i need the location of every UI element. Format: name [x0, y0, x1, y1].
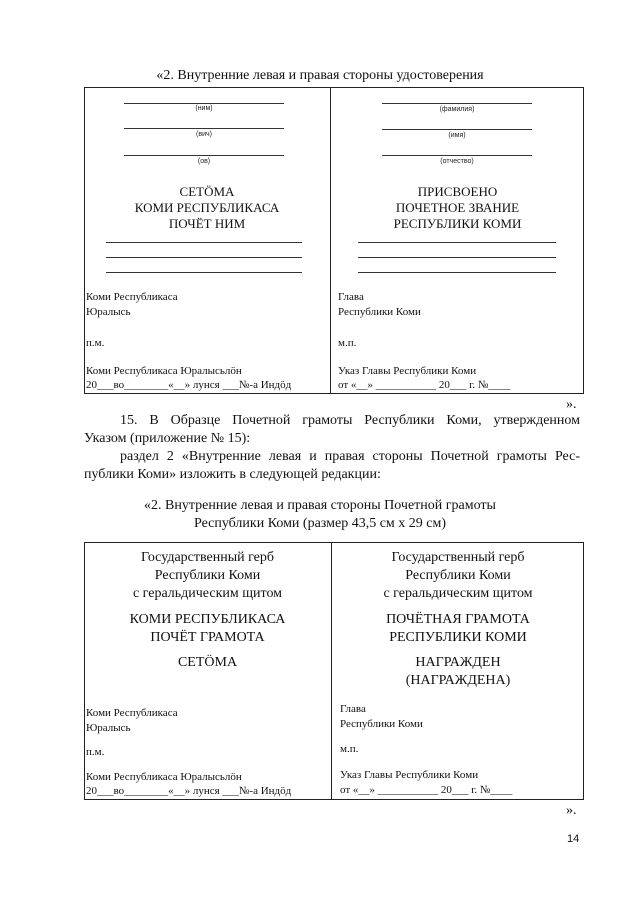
- seal-mark: м.п.: [340, 743, 359, 755]
- seal-mark: п.м.: [86, 746, 105, 758]
- paragraph-line: Указом (приложение № 15):: [84, 431, 251, 446]
- page-number: 14: [567, 833, 580, 845]
- signatory-title: Коми Республикаса: [86, 291, 178, 303]
- paragraph-line: 15. В Образце Почетной грамоты Республики Коми, утвержденном: [120, 413, 580, 428]
- decree-title: Коми Республикаса Юралысьлöн: [86, 365, 242, 377]
- cert-left-title: [84, 184, 330, 232]
- decree-date-line: от «__» ___________ 20___ г. №____: [340, 784, 513, 796]
- section-heading: «2. Внутренние левая и правая стороны Почетной грамоты: [144, 498, 496, 513]
- signatory-title: Коми Республикаса: [86, 707, 178, 719]
- blank-line: [358, 272, 556, 273]
- name-caption: (ним): [195, 105, 213, 112]
- emblem-line: Государственный герб: [391, 550, 525, 565]
- emblem-line: Республики Коми: [405, 568, 511, 583]
- emblem-line: с геральдическим щитом: [132, 586, 283, 601]
- emblem-placeholder: [332, 549, 584, 603]
- emblem-placeholder: [84, 549, 331, 603]
- diploma-left-subtitle: СЕТÖМА: [177, 655, 238, 670]
- paragraph-line: публики Коми» изложить в следующей редакции:: [84, 467, 381, 482]
- signatory-title: Глава: [340, 703, 366, 715]
- signatory-title: Республики Коми: [338, 306, 421, 318]
- award-line: НАГРАЖДЕН: [415, 655, 501, 670]
- diploma-left-title: [84, 611, 331, 647]
- cert-right-title-line: ПРИСВОЕНО: [417, 184, 498, 199]
- diploma-title-line: КОМИ РЕСПУБЛИКАСА: [129, 612, 286, 627]
- diploma-right-subtitle: [332, 654, 584, 690]
- decree-title: Указ Главы Республики Коми: [340, 769, 479, 781]
- blank-line: [106, 272, 302, 273]
- cert-right-title-line: РЕСПУБЛИКИ КОМИ: [393, 216, 522, 231]
- patronymic-line: [382, 155, 532, 156]
- blank-line: [358, 242, 556, 243]
- emblem-line: Республики Коми: [154, 568, 261, 583]
- signatory-title: Республики Коми: [340, 718, 423, 730]
- certificate-divider: [330, 87, 331, 394]
- patronymic-caption: (вич): [196, 131, 212, 138]
- name-caption: (имя): [448, 132, 466, 139]
- blank-line: [106, 242, 302, 243]
- cert-left-title-line: ПОЧЁТ НИМ: [168, 216, 246, 231]
- seal-mark: п.м.: [86, 337, 105, 349]
- cert-left-title-line: КОМИ РЕСПУБЛИКАСА: [134, 200, 280, 215]
- surname-line: [124, 155, 284, 156]
- diploma-title-line: ПОЧЁТНАЯ ГРАМОТА: [386, 612, 530, 627]
- decree-title: Указ Главы Республики Коми: [338, 365, 477, 377]
- closing-quote: ».: [566, 803, 577, 818]
- name-line: [124, 103, 284, 104]
- cert-right-title: [331, 184, 584, 232]
- decree-date-line: 20___во________«__» лунся ___№-а Индöд: [86, 379, 292, 391]
- surname-caption: (ов): [197, 158, 211, 165]
- patronymic-caption: (отчество): [440, 158, 474, 165]
- decree-date-line: 20___во________«__» лунся ___№-а Индöд: [86, 785, 292, 797]
- paragraph-line: раздел 2 «Внутренние левая и правая стороны Почетной грамоты Рес-: [120, 449, 580, 464]
- closing-quote: ».: [566, 397, 577, 412]
- decree-date-line: от «__» ___________ 20___ г. №____: [338, 379, 511, 391]
- name-line: [382, 129, 532, 130]
- section-heading: «2. Внутренние левая и правая стороны удостоверения: [156, 68, 484, 83]
- diploma-right-title: [332, 611, 584, 647]
- patronymic-line: [124, 128, 284, 129]
- decree-title: Коми Республикаса Юралысьлöн: [86, 771, 242, 783]
- surname-caption: (фамилия): [439, 106, 475, 113]
- diploma-title-line: РЕСПУБЛИКИ КОМИ: [389, 630, 527, 645]
- blank-line: [358, 257, 556, 258]
- cert-right-title-line: ПОЧЕТНОЕ ЗВАНИЕ: [395, 200, 520, 215]
- signatory-title: Глава: [338, 291, 364, 303]
- seal-mark: м.п.: [338, 337, 357, 349]
- signatory-title: Юралысь: [86, 722, 131, 734]
- emblem-line: Государственный герб: [140, 550, 275, 565]
- blank-line: [106, 257, 302, 258]
- award-line: (НАГРАЖДЕНА): [405, 673, 511, 688]
- surname-line: [382, 103, 532, 104]
- diploma-title-line: ПОЧЁТ ГРАМОТА: [150, 630, 265, 645]
- cert-left-title-line: СЕТÖМА: [179, 184, 235, 199]
- signatory-title: Юралысь: [86, 306, 131, 318]
- emblem-line: с геральдическим щитом: [383, 586, 533, 601]
- section-heading: Республики Коми (размер 43,5 см х 29 см): [193, 516, 447, 531]
